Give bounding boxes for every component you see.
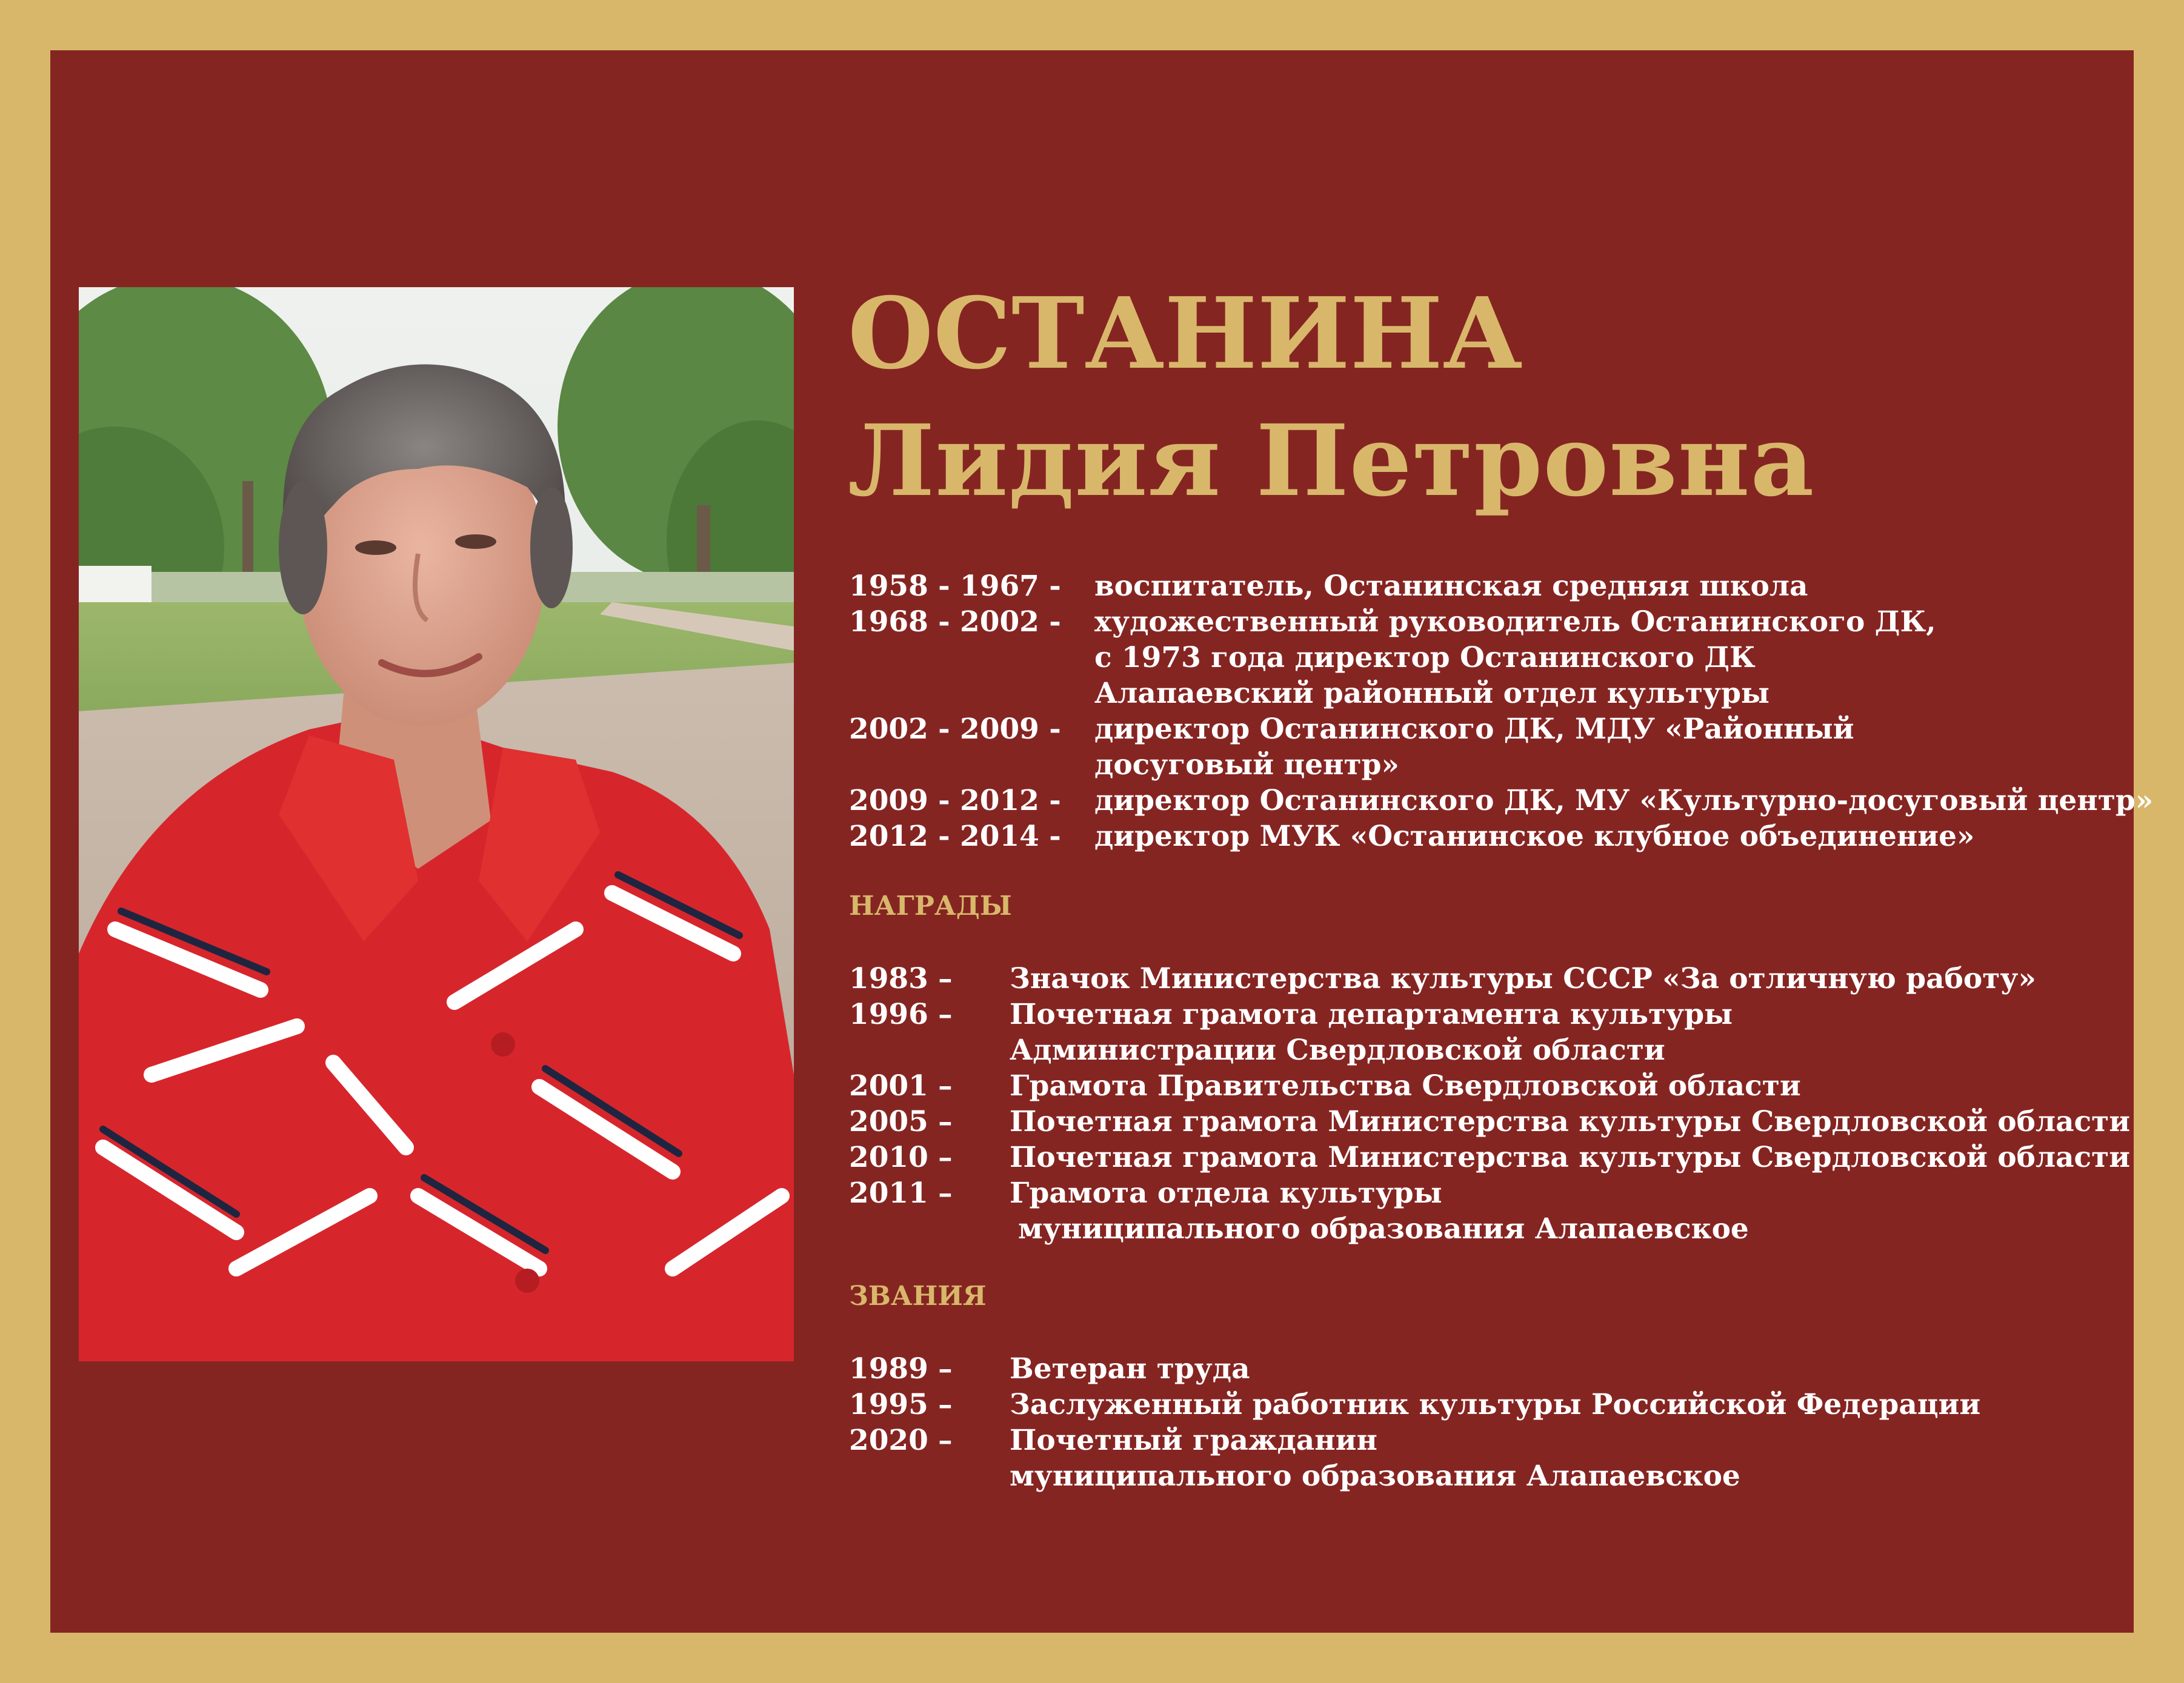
award-text: Администрации Свердловской области [1010,1034,1665,1067]
title-text: муниципального образования Алапаевское [1010,1459,1740,1493]
title-text: Заслуженный работник культуры Российской Федерации [1010,1388,1981,1421]
title-year: 1995 – [849,1388,953,1421]
surname-heading: ОСТАНИНА [848,276,1523,391]
award-text: Почетная грамота Министерства культуры Свердловской области [1010,1141,2131,1174]
career-years: 1958 - 1967 - [849,569,1061,603]
career-text: с 1973 года директор Останинского ДК [1094,641,1756,674]
career-text: художественный руководитель Останинского ДК, [1094,605,1936,639]
award-year: 2001 – [849,1069,953,1103]
career-years: 1968 - 2002 - [849,605,1061,639]
award-text: Значок Министерства культуры СССР «За отличную работу» [1010,962,2036,995]
career-text: Алапаевский районный отдел культуры [1094,677,1770,710]
title-year: 2020 – [849,1424,953,1457]
award-year: 1996 – [849,998,953,1031]
award-year: 2011 – [849,1177,953,1210]
award-text: Грамота Правительства Свердловской области [1010,1069,1801,1103]
given-name-heading: Лидия Петровна [848,403,1815,519]
award-text: Почетная грамота Министерства культуры Свердловской области [1010,1105,2131,1138]
titles-heading: ЗВАНИЯ [849,1281,987,1312]
portrait-illustration [79,287,794,1361]
award-text: Грамота отдела культуры [1010,1177,1442,1210]
award-year: 2010 – [849,1141,953,1174]
career-text: директор МУК «Останинское клубное объединение» [1094,820,1975,853]
career-text: директор Останинского ДК, МДУ «Районный [1094,712,1854,746]
career-years: 2009 - 2012 - [849,784,1061,817]
title-text: Ветеран труда [1010,1352,1250,1386]
career-text: досуговый центр» [1094,748,1399,782]
career-years: 2002 - 2009 - [849,712,1061,746]
title-year: 1989 – [849,1352,953,1386]
career-text: воспитатель, Останинская средняя школа [1094,569,1808,603]
career-years: 2012 - 2014 - [849,820,1061,853]
portrait-photo [79,287,794,1361]
award-text: муниципального образования Алапаевское [1018,1212,1749,1246]
awards-heading: НАГРАДЫ [849,891,1012,921]
title-text: Почетный гражданин [1010,1424,1377,1457]
award-year: 2005 – [849,1105,953,1138]
award-year: 1983 – [849,962,953,995]
award-text: Почетная грамота департамента культуры [1010,998,1733,1031]
career-text: директор Останинского ДК, МУ «Культурно-досуговый центр» [1094,784,2154,817]
